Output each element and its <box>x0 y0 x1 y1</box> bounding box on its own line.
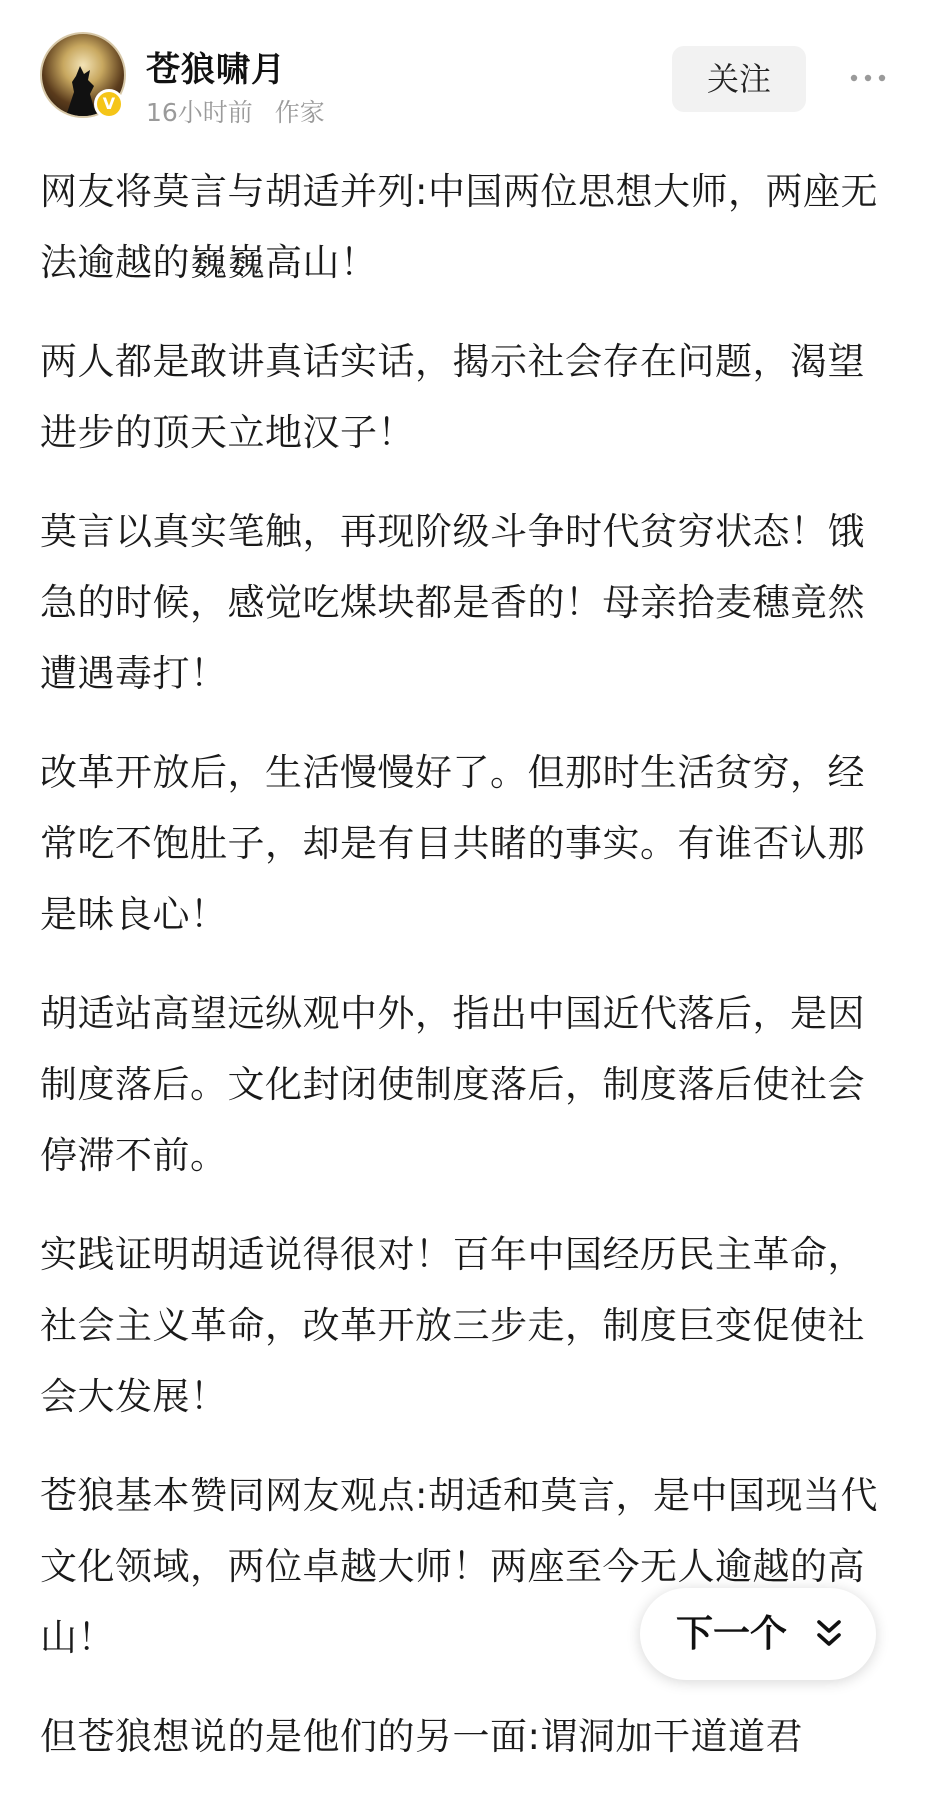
post-header <box>0 0 926 140</box>
author-role: 作家 <box>274 98 325 127</box>
more-horizontal-icon[interactable] <box>848 66 888 90</box>
paragraph: 莫言以真实笔触，再现阶级斗争时代贫穷状态！饿急的时候，感觉吃煤块都是香的！母亲拾麦穗竟然遭遇毒打！ <box>40 510 865 695</box>
verified-badge-icon: V <box>94 89 124 119</box>
double-chevron-down-icon <box>816 1618 842 1650</box>
paragraph: 两人都是敢讲真话实话，揭示社会存在问题，渴望进步的顶天立地汉子！ <box>40 340 865 454</box>
follow-button[interactable]: 关注 <box>672 46 806 112</box>
next-post-button[interactable] <box>640 1588 876 1680</box>
post-time: 16小时前 <box>146 98 253 127</box>
article-body <box>40 156 888 1800</box>
paragraph: 苍狼基本赞同网友观点:胡适和莫言，是中国现当代文化领域，两位卓越大师！两座至今无人逾越的高山！ <box>40 1474 878 1659</box>
paragraph: 实践证明胡适说得很对！百年中国经历民主革命，社会主义革命，改革开放三步走，制度巨变促使社会大发展！ <box>40 1233 865 1418</box>
paragraph: 改革开放后，生活慢慢好了。但那时生活贫穷，经常吃不饱肚子，却是有目共睹的事实。有谁否认那是昧良心！ <box>40 751 865 936</box>
paragraph: 网友将莫言与胡适并列:中国两位思想大师，两座无法逾越的巍巍高山！ <box>40 170 878 284</box>
post-meta <box>146 93 339 129</box>
author-name[interactable]: 苍狼啸月 <box>146 50 286 90</box>
paragraph: 但苍狼想说的是他们的另一面:谓洞加干道道君 <box>40 1715 803 1758</box>
paragraph: 胡适站高望远纵观中外，指出中国近代落后，是因制度落后。文化封闭使制度落后，制度落后使社会停滞不前。 <box>40 992 865 1177</box>
next-button-label: 下一个 <box>676 1612 787 1655</box>
